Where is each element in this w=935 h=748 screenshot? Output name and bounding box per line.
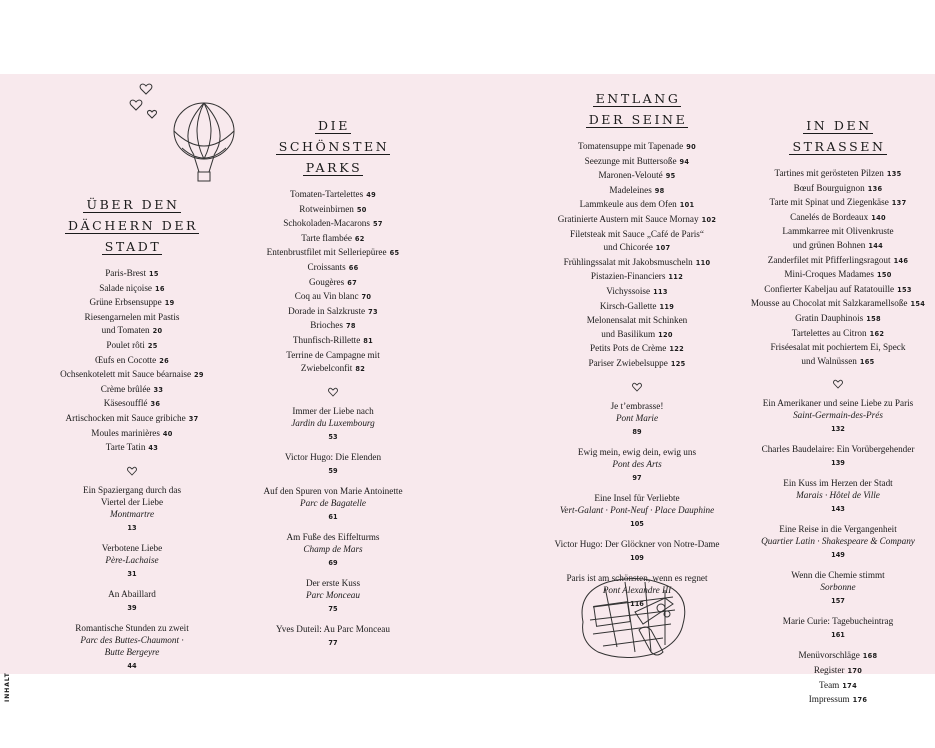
section-title: DIE SCHÖNSTEN PARKS xyxy=(252,115,414,178)
page-number: 15 xyxy=(149,270,159,278)
page-number: 29 xyxy=(194,371,204,380)
page-number: 132 xyxy=(831,425,845,434)
toc-entry xyxy=(745,196,931,211)
section-title: ENTLANG DER SEINE xyxy=(540,88,734,130)
entry-title: Confierter Kabeljau auf Ratatouille xyxy=(764,283,895,294)
entry-title: Gratinierte Austern mit Sauce Mornay xyxy=(557,213,699,224)
page-number: 50 xyxy=(356,205,367,214)
story-place: Marais · Hôtel de Ville xyxy=(796,490,880,501)
entry-title: Lammkeule aus dem Ofen xyxy=(579,199,677,210)
story-entry xyxy=(745,615,931,641)
story-entry xyxy=(252,623,414,649)
heart-icon xyxy=(130,100,142,110)
toc-entry xyxy=(48,383,216,398)
page-number: 161 xyxy=(831,631,845,640)
page-number: 174 xyxy=(842,681,857,690)
toc-entry xyxy=(48,412,216,427)
page-number: 53 xyxy=(328,432,338,441)
story-entry xyxy=(745,569,931,607)
story-entry xyxy=(745,443,931,469)
page-number: 162 xyxy=(869,329,885,338)
entry-title: Terrine de Campagne mit Zwiebelconfit xyxy=(286,349,380,374)
page-number: 119 xyxy=(659,302,675,311)
toc-entry xyxy=(745,283,931,298)
page-number: 120 xyxy=(658,330,673,339)
story-title: Immer der Liebe nach xyxy=(292,405,374,416)
entry-title: Rotweinbirnen xyxy=(299,203,354,214)
story-entry xyxy=(252,485,414,523)
toc-entry xyxy=(540,213,734,228)
page-number: 44 xyxy=(127,661,137,670)
page-number: 25 xyxy=(147,341,158,350)
entry-title: Maronen-Velouté xyxy=(598,170,663,181)
story-title: Victor Hugo: Der Glöckner von Notre-Dame xyxy=(554,538,720,549)
entry-title: Paris-Brest xyxy=(105,268,147,278)
toc-entry xyxy=(540,140,734,155)
entry-title: Thunfisch-Rillette xyxy=(292,334,361,345)
toc-entry xyxy=(48,339,216,354)
page-number: 75 xyxy=(328,604,338,613)
story-title: Romantische Stunden zu zweit xyxy=(75,622,189,633)
toc-entry xyxy=(745,649,931,664)
entry-title: Tomaten-Tartelettes xyxy=(290,189,364,199)
entry-title: Filetsteak mit Sauce „Café de Paris“ und Chicorée xyxy=(570,228,704,253)
page-number: 158 xyxy=(866,314,881,323)
page-number: 16 xyxy=(155,284,165,293)
entry-title: Canelés de Bordeaux xyxy=(790,211,869,222)
entry-title: Mini-Croques Madames xyxy=(784,269,874,280)
entry-title: Schokoladen-Macarons xyxy=(283,218,370,229)
entry-title: Moules marinières xyxy=(91,427,160,438)
toc-entry xyxy=(48,267,216,282)
toc-entry xyxy=(540,300,734,315)
page-number: 110 xyxy=(695,258,711,267)
entry-title: Register xyxy=(813,664,845,675)
story-title: Verbotene Liebe xyxy=(101,542,163,553)
story-entry xyxy=(540,492,734,530)
toc-entry xyxy=(745,341,931,369)
entry-title: Frühlingssalat mit Jakobsmuscheln xyxy=(563,256,693,267)
page-number: 19 xyxy=(164,299,175,308)
toc-entry xyxy=(48,441,216,456)
story-entry xyxy=(48,588,216,614)
page-number: 150 xyxy=(876,271,892,280)
story-place: Champ de Mars xyxy=(303,543,363,554)
story-title: Am Fuße des Eiffelturms xyxy=(286,531,380,542)
story-entry xyxy=(252,577,414,615)
toc-entry xyxy=(540,198,734,213)
story-list xyxy=(252,405,414,649)
toc-entry xyxy=(252,290,414,305)
section-title: IN DEN STRASSEN xyxy=(745,115,931,157)
story-title: Yves Duteil: Au Parc Monceau xyxy=(276,623,390,634)
toc-entry xyxy=(252,349,414,377)
recipe-list xyxy=(48,267,216,456)
toc-entry xyxy=(745,664,931,679)
page-number: 20 xyxy=(152,327,163,336)
page-number: 165 xyxy=(859,357,875,366)
page-number: 135 xyxy=(886,170,902,178)
story-entry xyxy=(745,397,931,435)
toc-entry xyxy=(745,211,931,226)
story-place: Sorbonne xyxy=(820,582,856,593)
story-entry xyxy=(252,451,414,477)
page-number: 49 xyxy=(366,191,376,199)
toc-entry xyxy=(48,368,216,383)
entry-title: Melonensalat mit Schinken und Basilikum xyxy=(586,315,688,339)
page-number: 146 xyxy=(893,256,909,265)
toc-entry xyxy=(252,188,414,203)
page-number: 33 xyxy=(153,385,164,394)
toc-entry xyxy=(745,297,931,312)
page-number: 89 xyxy=(632,427,642,436)
story-entry xyxy=(745,523,931,561)
entry-title: Coq au Vin blanc xyxy=(294,291,359,302)
page-number: 137 xyxy=(891,199,907,208)
toc-entry xyxy=(252,246,414,261)
page-number: 176 xyxy=(852,696,868,705)
page-number: 40 xyxy=(162,429,173,438)
page-number: 157 xyxy=(831,597,845,606)
toc-entry xyxy=(540,285,734,300)
page-number: 26 xyxy=(159,356,170,365)
entry-title: Käsesoufflé xyxy=(103,398,148,409)
picnic-basket-illustration xyxy=(575,572,695,662)
page-number: 149 xyxy=(831,551,845,560)
page-number: 139 xyxy=(831,459,845,468)
toc-entry xyxy=(540,256,734,271)
heart-icon xyxy=(632,382,642,392)
toc-entry xyxy=(48,354,216,369)
entry-title: Lammkarree mit Olivenkruste und grünen Bohnen xyxy=(782,226,894,250)
story-place: Parc de Bagatelle xyxy=(300,497,366,508)
toc-entry xyxy=(540,155,734,170)
entry-title: Ochsenkotelett mit Sauce béarnaise xyxy=(60,369,192,380)
entry-title: Zanderfilet mit Pfifferlingsragout xyxy=(767,254,891,265)
story-title: Ein Spaziergang durch das Viertel der Liebe xyxy=(82,484,182,507)
toc-entry xyxy=(252,232,414,247)
page-number: 90 xyxy=(686,143,696,151)
toc-entry xyxy=(540,270,734,285)
page-number: 144 xyxy=(868,241,884,250)
page-number: 140 xyxy=(871,213,886,222)
side-label: INHALT xyxy=(4,672,11,702)
page-number: 153 xyxy=(897,285,912,294)
toc-entry xyxy=(252,334,414,349)
page-number: 122 xyxy=(669,345,684,354)
story-title: Victor Hugo: Die Elenden xyxy=(284,451,382,462)
entry-title: Madeleines xyxy=(609,184,652,195)
page-number: 39 xyxy=(127,603,137,612)
toc-entry xyxy=(252,261,414,276)
story-entry xyxy=(48,542,216,580)
recipe-list xyxy=(745,167,931,369)
toc-entry xyxy=(48,397,216,412)
toc-entry xyxy=(540,184,734,199)
page-number: 70 xyxy=(361,293,372,302)
recipe-list xyxy=(252,188,414,377)
story-list xyxy=(48,484,216,672)
table-of-contents-page xyxy=(0,74,935,705)
entry-title: Tarte flambée xyxy=(301,232,352,243)
page-number: 82 xyxy=(355,365,366,374)
page-number: 73 xyxy=(368,307,378,316)
story-title: Auf den Spuren von Marie Antoinette xyxy=(263,485,403,496)
entry-title: Artischocken mit Sauce gribiche xyxy=(65,412,186,423)
entry-title: Grüne Erbsensuppe xyxy=(89,297,162,308)
story-entry xyxy=(540,538,734,564)
entry-title: Pariser Zwiebelsuppe xyxy=(588,357,668,368)
toc-entry xyxy=(745,268,931,283)
entry-title: Seezunge mit Buttersoße xyxy=(584,155,677,166)
story-title: Der erste Kuss xyxy=(305,577,361,588)
entry-title: Vichyssoise xyxy=(606,285,651,296)
story-title: Ein Amerikaner und seine Liebe zu Paris xyxy=(762,398,914,409)
entry-title: Brioches xyxy=(310,320,343,331)
toc-entry xyxy=(48,296,216,311)
story-title: Ein Kuss im Herzen der Stadt xyxy=(783,478,893,489)
page-number: 43 xyxy=(148,444,159,453)
page-number: 154 xyxy=(910,300,926,309)
story-place: Quartier Latin · Shakespeare & Company xyxy=(761,536,915,547)
entry-title: Tartelettes au Citron xyxy=(791,327,867,338)
entry-title: Riesengarnelen mit Pastis und Tomaten xyxy=(84,311,180,336)
toc-entry xyxy=(745,254,931,269)
story-place: Pont des Arts xyxy=(612,458,662,469)
entry-title: Mousse au Chocolat mit Salzkaramellsoße xyxy=(750,298,908,309)
story-title: Wenn die Chemie stimmt xyxy=(791,570,885,581)
page-number: 98 xyxy=(654,186,665,195)
story-place: Vert-Galant · Pont-Neuf · Place Dauphine xyxy=(559,504,715,515)
page-number: 125 xyxy=(670,359,686,368)
entry-title: Petits Pots de Crème xyxy=(590,343,667,354)
toc-entry xyxy=(252,319,414,334)
entry-title: Entenbrustfilet mit Selleriepüree xyxy=(266,247,387,258)
story-title: An Abaillard xyxy=(108,588,156,599)
page-number: 77 xyxy=(328,638,338,647)
entry-title: Croissants xyxy=(307,261,346,272)
story-place: Pont Marie xyxy=(615,412,659,423)
story-title: Eine Insel für Verliebte xyxy=(594,492,680,503)
page-number: 65 xyxy=(389,249,400,258)
page-number: 107 xyxy=(655,244,671,253)
entry-title: Tartines mit gerösteten Pilzen xyxy=(774,168,884,178)
page-number: 66 xyxy=(348,263,359,272)
page-number: 109 xyxy=(630,553,644,562)
recipe-list xyxy=(540,140,734,372)
toc-entry xyxy=(252,305,414,320)
entry-title: Tarte mit Spinat und Ziegenkäse xyxy=(769,197,889,208)
toc-entry xyxy=(48,311,216,339)
page-number: 69 xyxy=(328,558,338,567)
heart-icon xyxy=(127,466,137,476)
page-number: 13 xyxy=(127,523,137,532)
page-number: 136 xyxy=(867,184,883,193)
toc-entry xyxy=(540,357,734,372)
column-in-den-strassen xyxy=(745,115,931,708)
column-die-schoensten-parks xyxy=(252,115,414,657)
page-number: 105 xyxy=(630,519,644,528)
story-place: Pont Alexandre III xyxy=(602,584,672,595)
story-title: Paris ist am schönsten, wenn es regnet xyxy=(566,572,708,583)
entry-title: Tomatensuppe mit Tapenade xyxy=(578,141,684,151)
entry-title: Menüvorschläge xyxy=(798,650,860,661)
story-title: Eine Reise in die Vergangenheit xyxy=(779,524,897,535)
page-number: 31 xyxy=(127,569,137,578)
heart-icon xyxy=(147,111,156,118)
toc-entry xyxy=(252,203,414,218)
story-place: Montmartre xyxy=(109,508,155,519)
story-entry xyxy=(540,446,734,484)
page-number: 61 xyxy=(328,512,338,521)
page-number: 57 xyxy=(372,220,383,229)
page-number: 67 xyxy=(347,278,357,287)
story-place: Père-Lachaise xyxy=(105,554,159,565)
entry-title: Œufs en Cocotte xyxy=(94,354,157,365)
page-number: 95 xyxy=(665,172,676,181)
entry-title: Poulet rôti xyxy=(106,339,145,350)
toc-entry xyxy=(745,679,931,694)
toc-entry xyxy=(745,225,931,253)
toc-entry xyxy=(745,167,931,182)
toc-entry xyxy=(745,693,931,708)
page-number: 113 xyxy=(653,287,668,296)
hot-air-balloon-illustration xyxy=(122,76,242,186)
story-title: Je t’embrasse! xyxy=(610,400,664,411)
story-place: Parc Monceau xyxy=(306,589,360,600)
entry-title: Gratin Dauphinois xyxy=(795,312,864,323)
heart-icon xyxy=(833,379,843,389)
entry-title: Gougères xyxy=(309,276,345,287)
entry-title: Kirsch-Gallette xyxy=(599,300,657,311)
column-entlang-der-seine xyxy=(540,88,734,618)
heart-icon xyxy=(328,387,338,397)
toc-entry xyxy=(252,276,414,291)
page-number: 94 xyxy=(679,157,690,166)
page-number: 170 xyxy=(847,666,863,675)
story-entry xyxy=(48,484,216,534)
page-number: 168 xyxy=(862,652,878,661)
page-number: 59 xyxy=(328,466,338,475)
page-number: 78 xyxy=(345,322,356,331)
toc-entry xyxy=(745,182,931,197)
toc-entry xyxy=(540,342,734,357)
entry-title: Impressum xyxy=(808,694,850,705)
page-number: 143 xyxy=(831,505,845,514)
story-entry xyxy=(540,400,734,438)
toc-entry xyxy=(540,314,734,342)
page-number: 62 xyxy=(354,234,365,243)
section-title: ÜBER DEN DÄCHERN DER STADT xyxy=(48,194,216,257)
toc-entry xyxy=(252,217,414,232)
story-place: Jardin du Luxembourg xyxy=(291,417,375,428)
heart-icon xyxy=(140,84,152,94)
story-title: Marie Curie: Tagebucheintrag xyxy=(782,616,894,627)
story-title: Ewig mein, ewig dein, ewig uns xyxy=(577,446,697,457)
entry-title: Crème brûlée xyxy=(100,383,151,394)
appendix-list xyxy=(745,649,931,707)
page-number: 37 xyxy=(188,414,199,423)
toc-entry xyxy=(745,312,931,327)
story-title: Charles Baudelaire: Ein Vorübergehender xyxy=(761,444,915,455)
toc-entry xyxy=(540,169,734,184)
story-entry xyxy=(252,531,414,569)
page-number: 36 xyxy=(150,400,161,409)
story-place: Saint-Germain-des-Prés xyxy=(793,410,883,421)
story-entry xyxy=(252,405,414,443)
entry-title: Salade niçoise xyxy=(99,282,153,293)
toc-entry xyxy=(48,282,216,297)
page-number: 97 xyxy=(632,473,642,482)
entry-title: Friséesalat mit pochiertem Ei, Speck und Walnüssen xyxy=(770,342,906,366)
entry-title: Pistazien-Financiers xyxy=(590,271,666,282)
page-number: 112 xyxy=(668,273,684,282)
story-list xyxy=(745,397,931,641)
page-number: 81 xyxy=(363,336,374,345)
page-number: 102 xyxy=(701,215,717,224)
story-entry xyxy=(745,477,931,515)
story-place: Parc des Buttes-Chaumont · Butte Bergeyre xyxy=(80,634,184,657)
entry-title: Team xyxy=(819,679,840,690)
toc-entry xyxy=(745,327,931,342)
entry-title: Dorade in Salzkruste xyxy=(288,305,366,316)
entry-title: Tarte Tatin xyxy=(105,442,146,453)
story-entry xyxy=(48,622,216,672)
toc-entry xyxy=(540,228,734,256)
page-number: 101 xyxy=(679,201,695,210)
column-ueber-den-daechern xyxy=(48,194,216,680)
page-number: 116 xyxy=(630,599,644,608)
toc-entry xyxy=(48,427,216,442)
entry-title: Bœuf Bourguignon xyxy=(793,182,865,193)
